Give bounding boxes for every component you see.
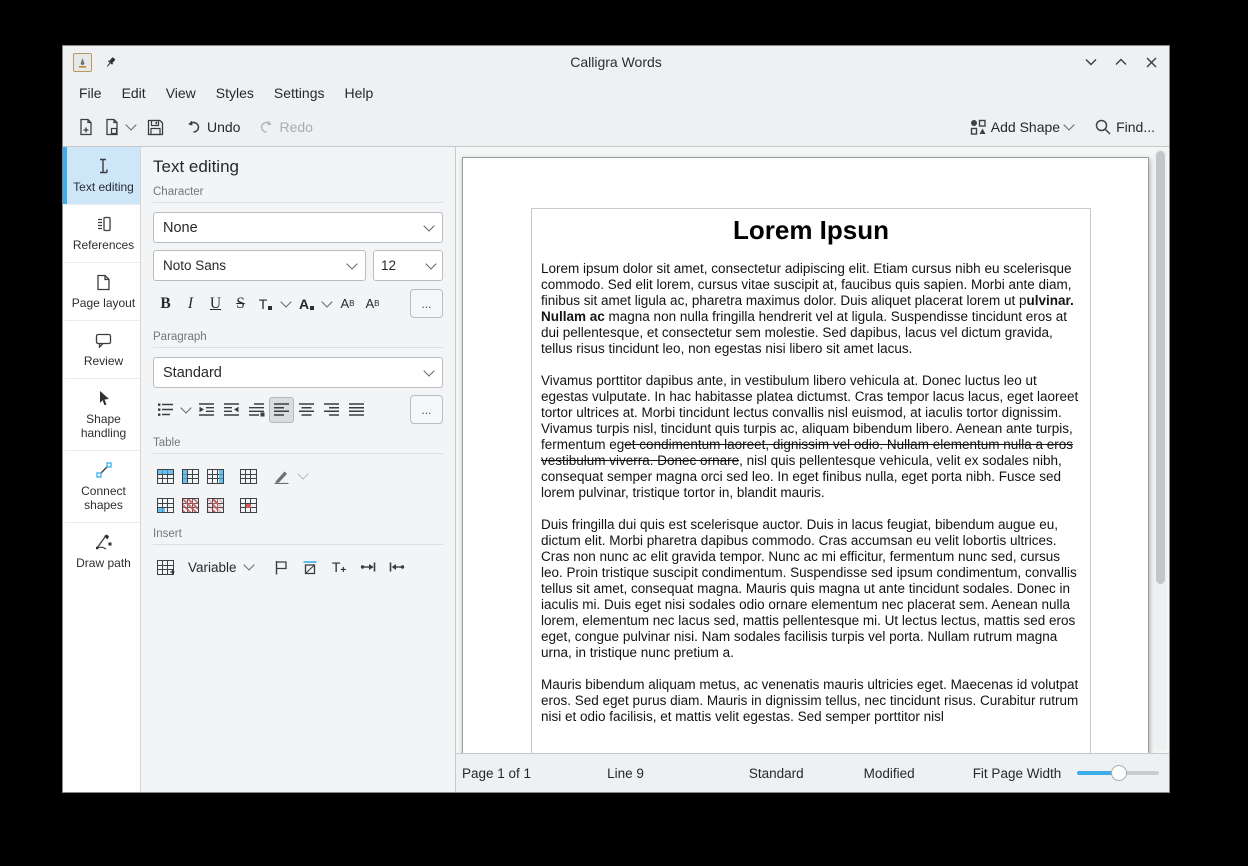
panel-title: Text editing: [153, 157, 239, 176]
insert-row-above-button[interactable]: [153, 464, 178, 488]
font-size-select[interactable]: [373, 250, 443, 281]
insert-text-glyph: T: [331, 559, 341, 575]
tool-tab-strip: [63, 147, 141, 792]
status-style-name[interactable]: Standard: [748, 765, 804, 781]
superscript-mark: B: [349, 299, 355, 308]
insert-table-button[interactable]: [153, 555, 178, 579]
insert-variable-select[interactable]: [182, 560, 259, 575]
italic-button[interactable]: I: [187, 294, 194, 312]
tab-page-layout[interactable]: [63, 262, 140, 320]
zoom-slider[interactable]: [1077, 765, 1159, 781]
subscript-mark: B: [374, 299, 380, 308]
status-page-count[interactable]: Page 1 of 1: [462, 765, 532, 781]
app-window: [62, 45, 1170, 793]
table-delete-cell-icon: [240, 498, 257, 513]
tab-label: Review: [83, 354, 124, 368]
underline-button[interactable]: U: [209, 294, 222, 312]
tab-label: Text editing: [73, 180, 134, 194]
superscript-glyph: A: [340, 296, 350, 311]
document-heading[interactable]: Lorem Ipsun: [732, 215, 889, 245]
character-more-button[interactable]: ...: [410, 289, 443, 318]
insert-column-left-button[interactable]: [178, 464, 203, 488]
character-style-select[interactable]: [153, 212, 443, 243]
tab-label: Shape handling: [80, 412, 127, 440]
insert-table-icon: +: [157, 560, 174, 575]
find-button[interactable]: [1091, 113, 1159, 141]
superscript-button[interactable]: [335, 291, 360, 317]
zoom-slider-thumb[interactable]: [1111, 765, 1127, 781]
menu-file[interactable]: File: [79, 85, 102, 101]
paragraph-more-button[interactable]: ...: [410, 395, 443, 424]
minimize-button[interactable]: [1083, 54, 1099, 70]
draw-path-icon: [69, 532, 138, 552]
undo-button[interactable]: [182, 113, 244, 141]
status-bar: [456, 753, 1169, 792]
insert-framebreak-button[interactable]: [298, 554, 323, 580]
character-section-label: Character: [153, 183, 443, 203]
document-page[interactable]: [462, 157, 1149, 753]
table-row-below-icon: [157, 498, 174, 513]
insert-section-label: Insert: [153, 525, 443, 545]
review-icon: [69, 330, 138, 350]
document-view[interactable]: [456, 147, 1169, 753]
chevron-down-icon: [425, 258, 436, 269]
highlight-color-chevron[interactable]: [319, 291, 335, 317]
table-delete-column-icon: [207, 498, 224, 513]
paragraph[interactable]: Lorem ipsum dolor sit amet, consectetur adipiscing elit. Etiam cursus nibh eu scelerisque commodo. Sed elit lorem, cursus vitae suscipit at, faucibus quis sapien. Morbi ante diam, finibus sit amet ligula ac, pharetra maximus dolor. Duis aliquet placerat lorem ut pulvinar. Nullam ac magna non nulla fringilla hendrerit vel at ligula. Suspendisse tincidunt eros at dui pellentesque, et consectetur sem molestie. Sed dapibus, lacus vel dictum gravida, tellus risus tincidunt leo, non egestas nisi libero sit amet lacus.: [541, 261, 1074, 356]
window-title: Calligra Words: [570, 54, 662, 70]
tab-shape-handling[interactable]: [63, 378, 140, 450]
align-justify-button[interactable]: [344, 397, 369, 423]
chevron-down-icon: [346, 258, 357, 269]
paragraph[interactable]: Vivamus porttitor dapibus ante, in vestibulum libero vehicula at. Donec luctus leo ut egestas vulputate. In hac habitasse platea dictumst. Cras tempor lacus lacus, eget laoreet tortor ultrices at. Morbi tincidunt lectus convallis nisl euismod, at iaculis tortor dignissim. Vivamus turpis nisl, tincidunt quis turpis ac, aliquam bibendum libero. Aenean ante turpis, fermentum eget condimentum laoreet, dignissim vel odio. Nullam elementum nulla a eros vestibulum viverra. Donec ornare, nisl quis pellentesque vehicula, velit ex sodales nibh, consequat semper magna orci sed leo. In eget finibus nulla, eget porta nibh. Fusce sed lorem pulvinar, tristique tortor in, blandit mauris.: [541, 373, 1079, 500]
bold-button[interactable]: B: [160, 294, 171, 312]
align-center-button[interactable]: [294, 397, 319, 423]
text-color-button[interactable]: [253, 291, 278, 317]
close-button[interactable]: [1143, 54, 1159, 70]
add-shape-button[interactable]: [966, 113, 1077, 141]
maximize-button[interactable]: [1113, 54, 1129, 70]
table-section-label: Table: [153, 434, 443, 454]
insert-after-button[interactable]: [385, 554, 410, 580]
table-merge-icon: [240, 469, 257, 484]
undo-label: Undo: [207, 119, 241, 135]
shape-handling-icon: [69, 388, 138, 408]
menu-view[interactable]: View: [165, 85, 196, 101]
tab-connect-shapes[interactable]: [63, 450, 140, 522]
table-column-right-icon: [207, 469, 224, 484]
connect-shapes-icon: [69, 460, 138, 480]
tab-text-editing[interactable]: [63, 147, 140, 204]
strikethrough-button[interactable]: S: [236, 294, 245, 312]
increase-indent-button[interactable]: [219, 397, 244, 423]
status-line-number: Line 9: [607, 765, 644, 781]
insert-row-below-button[interactable]: [153, 493, 178, 517]
text-color-glyph: T: [258, 295, 268, 312]
table-delete-row-icon: [182, 498, 199, 513]
status-modified: Modified: [863, 765, 915, 781]
paragraph[interactable]: Duis fringilla dui quis est scelerisque auctor. Duis in lacus feugiat, bibendum augue eu, dictum elit. Morbi pharetra dapibus commodo. Cras accumsan eu velit lobortis ultrices. Cras non nunc ac elit gravida tempor. Nunc ac mi efficitur, fermentum nunc sed, cursus leo. Proin tristique suscipit condimentum. Suspendisse sed ipsum condimentum, convallis tellus sit amet, consequat magna. Mauris quis magna ut ante tincidunt sodales. Donec in iaculis mi. Duis eget nisi sodales odio ornare elementum nec placerat sem. Aenean nulla lorem, elementum nec lacus sed, mattis pellentesque mi. Ut lectus lectus, mattis sed eros eget, congue pulvinar nisi. Nam sodales facilisis turpis vel porta. Nullam rutrum magna urna, in tristique nunc pretium a.: [541, 517, 1077, 660]
insert-bookmark-button[interactable]: [269, 554, 294, 580]
main-toolbar: [63, 108, 1169, 147]
paragraph-style-value: Standard: [163, 364, 222, 381]
title-bar[interactable]: [63, 46, 1169, 78]
tab-review[interactable]: [63, 320, 140, 378]
references-icon: [69, 214, 138, 234]
tab-label: Page layout: [71, 296, 136, 310]
paragraph[interactable]: Mauris bibendum aliquam metus, ac venenatis mauris ultricies eget. Maecenas id volutpat eros. Sed eget purus diam. Mauris in dignissim tellus, nec tincidunt risus. Curabitur rutrum nisi et odio facilisis, et mattis velit egestas. Sed semper porttitor nisl: [541, 677, 1079, 724]
align-left-button[interactable]: [269, 397, 294, 423]
table-column-left-icon: [182, 469, 199, 484]
borders-chevron[interactable]: [294, 463, 312, 489]
insert-textframe-button[interactable]: T +: [331, 559, 347, 576]
open-document-button[interactable]: [99, 113, 125, 141]
chevron-down-icon: [243, 559, 254, 570]
text-color-chevron[interactable]: [278, 291, 294, 317]
delete-row-button[interactable]: [178, 493, 203, 517]
align-right-button[interactable]: [319, 397, 344, 423]
decrease-indent-button[interactable]: [194, 397, 219, 423]
color-swatch: [268, 306, 272, 310]
paragraph-style-select[interactable]: [153, 357, 443, 388]
find-label: Find...: [1116, 119, 1155, 135]
menu-bar: [63, 78, 1169, 108]
table-row-above-icon: [157, 469, 174, 484]
save-button[interactable]: [143, 113, 168, 141]
flag-icon: [274, 560, 288, 575]
list-style-chevron[interactable]: [178, 397, 194, 423]
first-line-indent-button[interactable]: [244, 397, 269, 423]
tab-draw-path[interactable]: [63, 522, 140, 580]
delete-table-button[interactable]: [236, 493, 261, 517]
color-swatch: [310, 306, 314, 310]
chevron-down-icon: [423, 220, 434, 231]
frame-break-icon: [302, 560, 318, 575]
insert-before-button[interactable]: [356, 554, 381, 580]
add-shape-label: Add Shape: [990, 119, 1061, 135]
subscript-button[interactable]: [360, 291, 385, 317]
font-family-select[interactable]: [153, 250, 366, 281]
merge-cells-button[interactable]: [236, 464, 261, 488]
subscript-glyph: A: [365, 296, 375, 311]
redo-label: Redo: [279, 119, 313, 135]
variable-value: Variable: [188, 559, 237, 575]
menu-edit[interactable]: Edit: [121, 85, 146, 101]
menu-help[interactable]: Help: [344, 85, 374, 101]
font-family-value: Noto Sans: [163, 258, 227, 273]
document-text[interactable]: [541, 261, 1081, 725]
font-size-value: 12: [381, 258, 397, 273]
chevron-down-icon: [423, 365, 434, 376]
vertical-scrollbar[interactable]: [1154, 149, 1167, 751]
tool-options-panel: [141, 147, 456, 792]
highlight-glyph: A: [298, 295, 310, 312]
text-frame[interactable]: [531, 208, 1091, 753]
paragraph-section-label: Paragraph: [153, 328, 443, 348]
tab-references[interactable]: [63, 204, 140, 262]
redo-button[interactable]: [254, 113, 316, 141]
menu-styles[interactable]: Styles: [215, 85, 254, 101]
new-document-button[interactable]: [73, 113, 99, 141]
list-style-button[interactable]: [153, 397, 178, 423]
edit-borders-button[interactable]: [269, 464, 294, 488]
page-layout-icon: [69, 272, 138, 292]
scrollbar-thumb[interactable]: [1156, 151, 1165, 584]
character-style-value: None: [163, 219, 198, 236]
delete-column-button[interactable]: [203, 493, 228, 517]
status-zoom-mode[interactable]: Fit Page Width: [972, 765, 1062, 781]
tab-label: References: [72, 238, 135, 252]
pen-icon: [273, 469, 290, 484]
tab-label: Draw path: [76, 556, 131, 570]
open-recent-chevron[interactable]: [125, 113, 137, 141]
insert-column-right-button[interactable]: [203, 464, 228, 488]
tab-label: Connect shapes: [81, 484, 126, 512]
text-editing-icon: [69, 156, 138, 176]
menu-settings[interactable]: Settings: [273, 85, 325, 101]
highlight-color-button[interactable]: [294, 291, 319, 317]
